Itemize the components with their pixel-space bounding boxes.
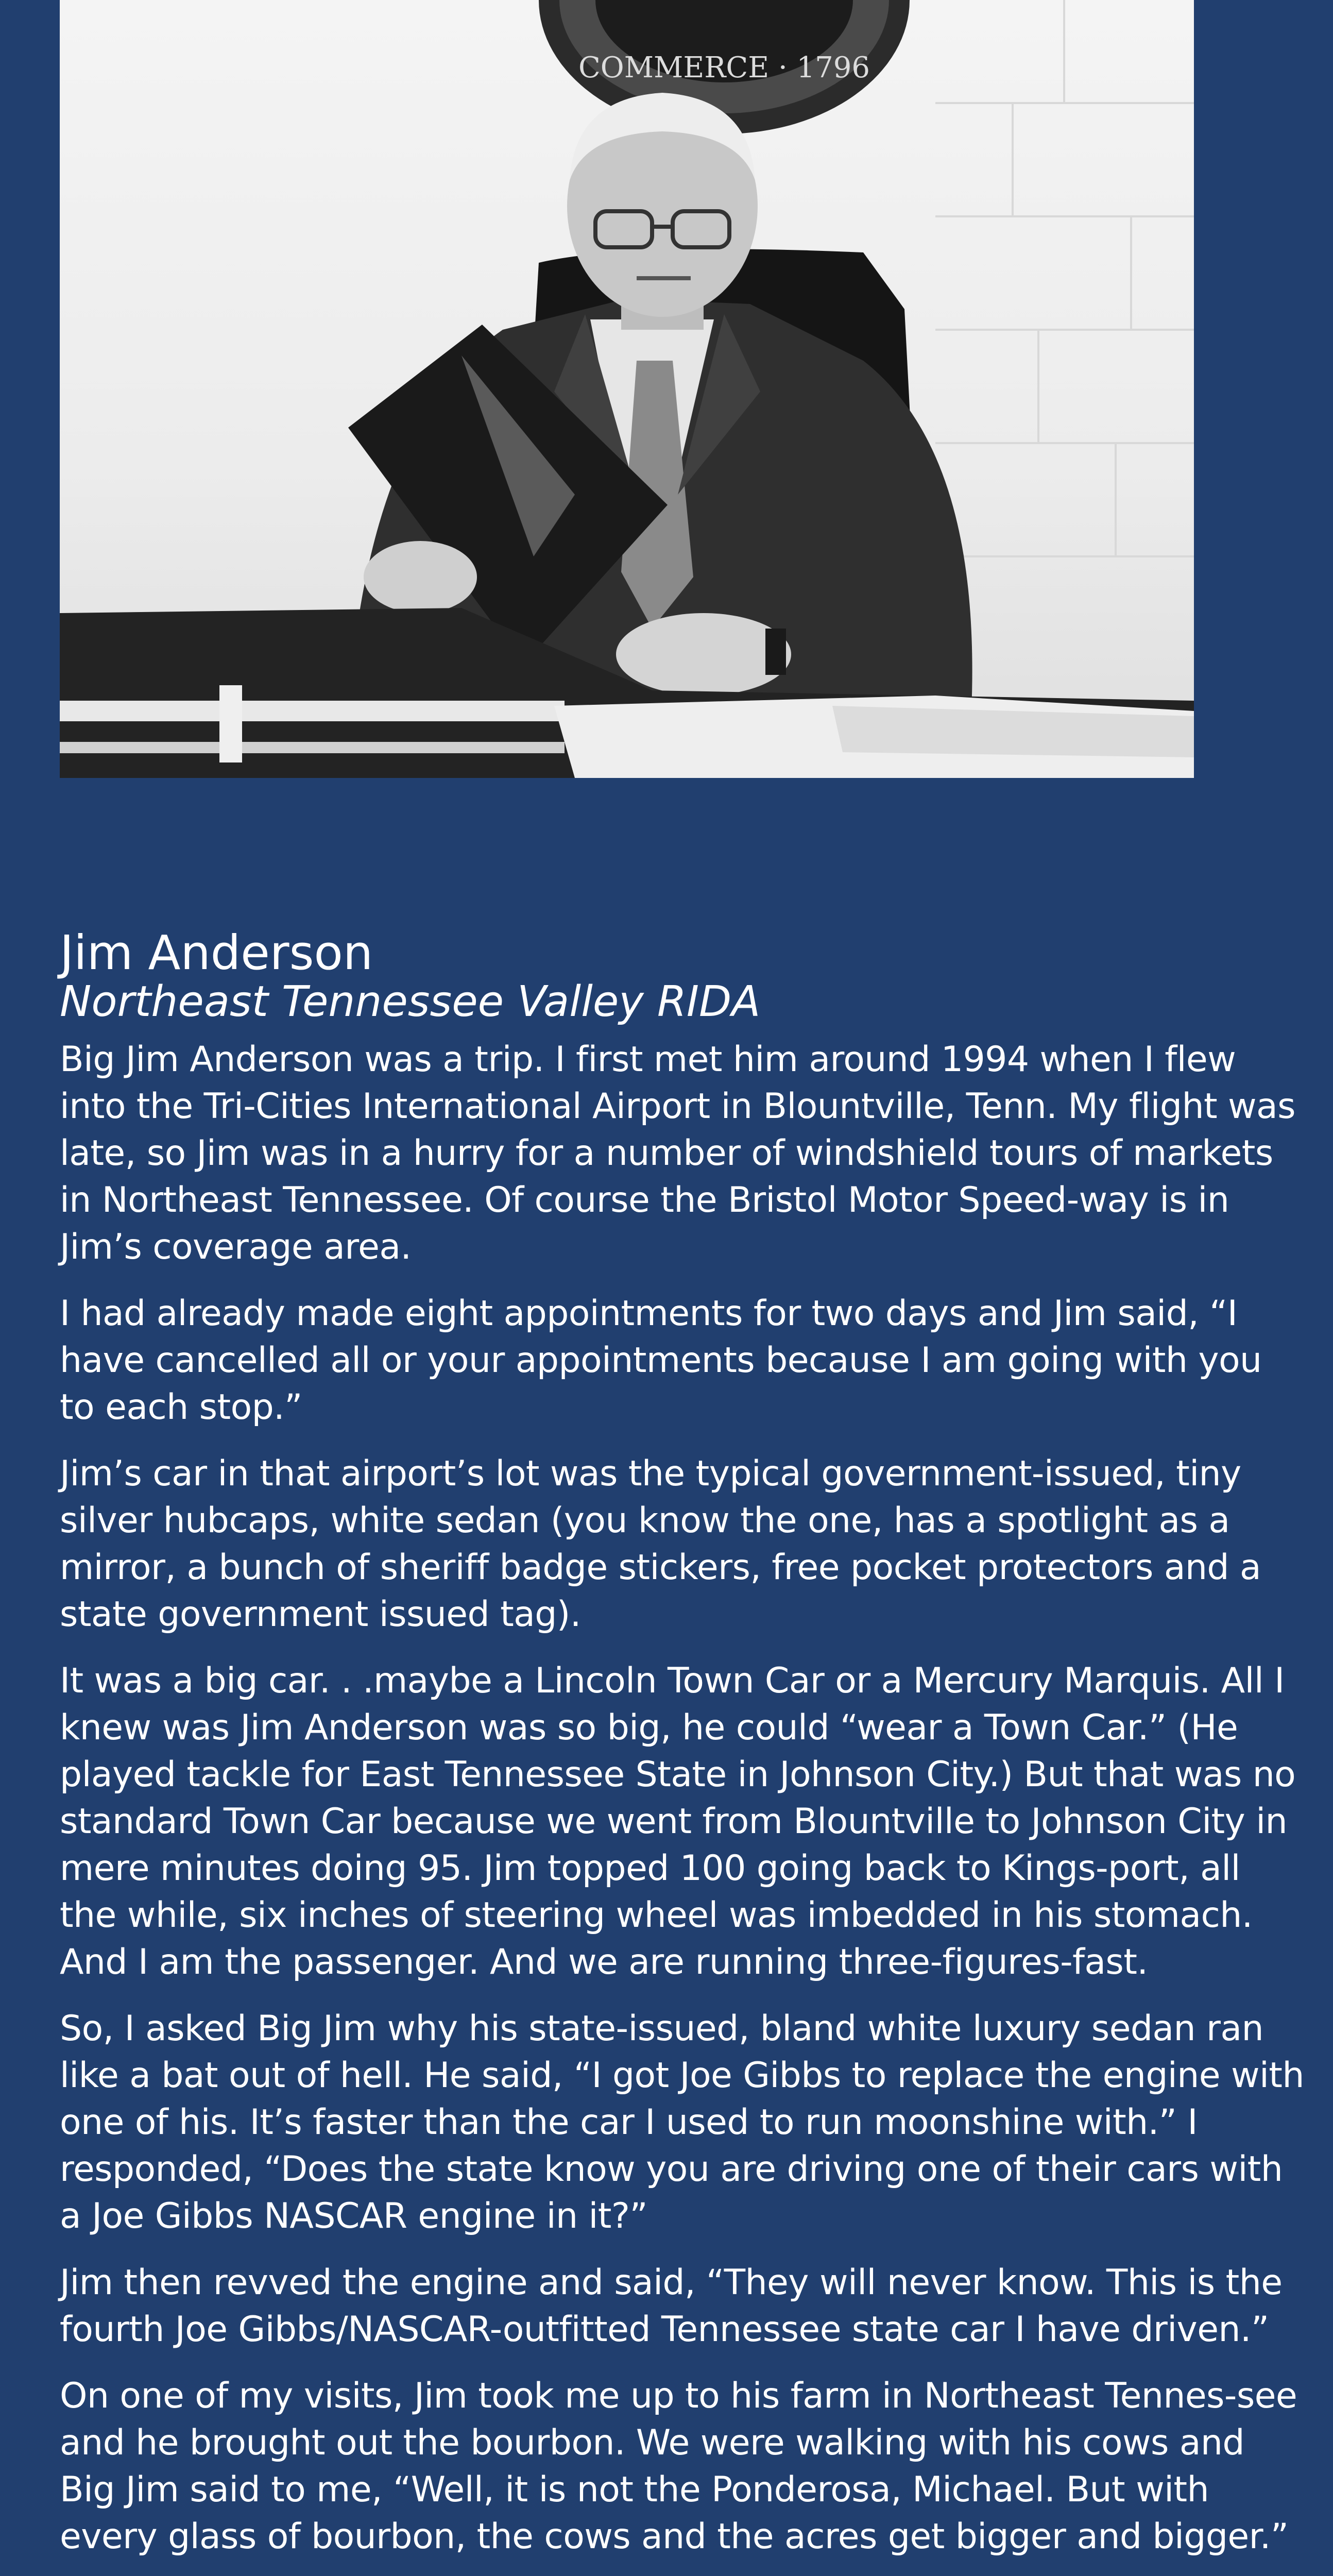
- paragraph-6: Jim then revved the engine and said, “They will never know. This is the fourth Joe Gibbs/NASCAR-outfitted Tennessee state car I have driven.”: [60, 2262, 1283, 2350]
- paragraph-4: It was a big car. . .maybe a Lincoln Town Car or a Mercury Marquis. All I knew was Jim Anderson was so big, he could “wear a Town Car.” (He played tackle for East Tennessee State in Johnson City.) But that was no standard Town Car because we went from Blountville to Johnson City in mere minutes doing 95. Jim topped 100 going back to Kings-port, all the while, six inches of steering wheel was imbedded in his stomach. And I am the passenger. And we are running three-figures-fast.: [60, 1660, 1296, 1983]
- paragraph-3: Jim’s car in that airport’s lot was the typical government-issued, tiny silver hubcaps, white sedan (you know the one, has a spotlight as a mirror, a bunch of sheriff badge stickers, free pocket protectors and a state government issued tag).: [60, 1453, 1261, 1635]
- paragraph-7: On one of my visits, Jim took me up to his farm in Northeast Tennes-see and he brought out the bourbon. We were walking with his cows and Big Jim said to me, “Well, it is not the Ponderosa, Michael. But with every glass of bourbon, the cows and the acres get bigger and bigger.”: [60, 2376, 1297, 2557]
- profile-article: [60, 927, 1306, 2576]
- paragraph-5: So, I asked Big Jim why his state-issued, bland white luxury sedan ran like a bat out of hell. He said, “I got Joe Gibbs to replace the engine with one of his. It’s faster than the car I used to run moonshine with.” I responded, “Does the state know you are driving one of their cars with a Joe Gibbs NASCAR engine in it?”: [60, 2008, 1304, 2237]
- svg-text:COMMERCE · 1796: COMMERCE · 1796: [578, 51, 870, 84]
- profile-name: Jim Anderson: [60, 925, 373, 980]
- profile-organization: Northeast Tennessee Valley RIDA: [60, 977, 761, 1027]
- portrait-illustration: [60, 0, 1194, 778]
- portrait-photo: [60, 0, 1194, 778]
- paragraph-1: Big Jim Anderson was a trip. I first met him around 1994 when I flew into the Tri-Cities International Airport in Blountville, Tenn. My flight was late, so Jim was in a hurry for a number of windshield tours of markets in Northeast Tennessee. Of course the Bristol Motor Speed-way is in Jim’s coverage area.: [60, 1039, 1295, 1268]
- paragraph-2: I had already made eight appointments for two days and Jim said, “I have cancelled all or your appointments because I am going with you to each stop.”: [60, 1293, 1262, 1428]
